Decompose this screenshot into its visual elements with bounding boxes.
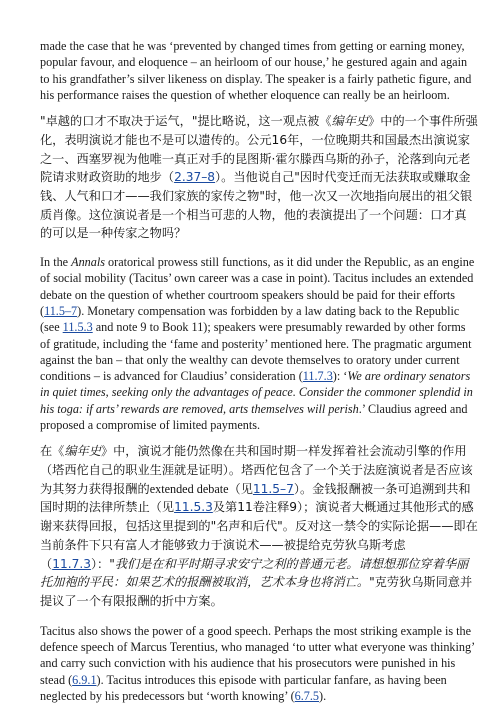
text-segment: （见 xyxy=(228,481,253,496)
reference-link[interactable]: 6.9.1 xyxy=(72,672,97,687)
text-segment: .’ Claudius agreed and proposed a compromise of limited payments. xyxy=(40,401,468,433)
reference-link[interactable]: 11.5–7 xyxy=(252,481,294,496)
paragraph-english-1 xyxy=(40,38,478,103)
paragraph-text: made the case that he was ‘prevented by changed times from getting or earning money, popular favour, and eloquence – an heirloom of our house,’ he gestured again and again to his grandfather’s silver likeness on display. The speaker is a fairly pathetic figure, and his performance raises the question of whether eloquence can really be an heirloom. xyxy=(40,39,472,102)
text-segment: 》中，演说才能仍然像在共和国时期一样发挥着社会流动引擎的作用（塔西佗自己的职业生涯就是证明）。塔西佗包含了一个关于法庭演说者是否应该为其努力获得报酬的 xyxy=(40,444,473,496)
text-segment: oratorical prowess still functions, as it did under the Republic, as an engine of social mobility (Tacitus’ own career was a case in point). Tacitus includes an extended debate on the question of whether courtroom speakers should be paid for their efforts ( xyxy=(40,255,475,318)
reference-link[interactable]: 11.5.3 xyxy=(62,320,93,335)
text-segment: Tacitus also shows the power of a good speech. Perhaps the most striking example is the defence speech of Marcus Terentius, who managed ‘to utter what everyone was thinking’ and carry such conviction with his audience that his prosecutors were punished in his stead ( xyxy=(40,623,475,687)
work-title: 编年史 xyxy=(331,114,369,129)
text-segment: 在《 xyxy=(40,444,65,459)
paragraph-english-2 xyxy=(40,254,478,433)
page-content xyxy=(40,38,478,713)
text-segment: ）：" xyxy=(90,556,115,571)
work-title: Annals xyxy=(71,255,105,270)
text-segment: ). Tacitus introduces this episode with particular fanfare, as having been neglected by his predecessors but ‘worth knowing’ ( xyxy=(40,672,447,703)
text-segment: ). xyxy=(319,688,327,703)
reference-link[interactable]: 11.5.3 xyxy=(174,500,213,515)
text-segment: and note 9 to Book 11); speakers were presumably rewarded by other forms of gratitude, including the ‘fame and posterity’ mentioned here. The pragmatic argument against the ban – that only the wealthy can devote themselves to oratory under current conditions – is advanced for Claudius’ consideration ( xyxy=(40,320,472,384)
text-segment: 及第11卷注释9）；演说者大概通过其他形式的感谢来获得回报，包括这里提到的"名声和后代"。反对这一禁令的实际论据——即在当前条件下只有富人才能够致力于演说术——被提给克劳狄乌斯考虑（ xyxy=(40,500,478,571)
text-segment: ). Monetary compensation was forbidden by a law dating back to the Republic (see xyxy=(40,304,460,335)
reference-link[interactable]: 11.7.3 xyxy=(52,556,91,571)
paragraph-chinese-2 xyxy=(40,442,478,610)
text-segment: "克劳狄乌斯同意并提议了一个有限报酬的折中方案。 xyxy=(40,575,473,608)
quotation: 我们是在和平时期寻求安宁之利的普通元老。请想想那位穿着华丽托加袍的平民：如果艺术的报酬被取消，艺术本身也将消亡。 xyxy=(40,556,469,590)
text-segment: ): ‘ xyxy=(332,369,348,384)
work-title: 编年史 xyxy=(64,444,101,459)
reference-link[interactable]: 6.7.5 xyxy=(294,688,320,703)
text-segment: 》中的一个事件所强化，表明演说才能也不是可以遗传的。公元16年，一位晚期共和国最杰出演说家之一、西塞罗视为他唯一真正对手的昆图斯·霍尔滕西乌斯的孙子，沦落到向元老院请求财政资助的地步（ xyxy=(40,114,478,185)
paragraph-english-3 xyxy=(40,623,478,704)
text-segment: "卓越的口才不取决于运气，"提比略说，这一观点被《 xyxy=(40,114,332,129)
text-segment: ）。金钱报酬被一条可追溯到共和国时期的法律所禁止（见 xyxy=(40,481,471,515)
text-segment: ）。当他说自己"因时代变迁而无法获取或赚取金钱、人气和口才——我们家族的家传之物"时，他一次又一次地指向展出的祖父银质肖像。这位演说者是一个相当可悲的人物，他的表演提出了一个问题：口才真的可以是一种传家之物吗？ xyxy=(40,170,473,241)
quotation: We are ordinary senators in quiet times, seeking only the advantages of peace. Consider the commoner splendid in his toga: if arts’ rewards are removed, arts themselves will perish xyxy=(40,369,473,416)
text-segment: In the xyxy=(40,255,72,270)
reference-link[interactable]: 2.37–8 xyxy=(174,170,216,185)
reference-link[interactable]: 11.7.3 xyxy=(302,369,333,384)
paragraph-chinese-1 xyxy=(40,112,478,243)
reference-link[interactable]: 11.5–7 xyxy=(44,304,78,318)
text-segment: extended debate xyxy=(149,481,229,496)
